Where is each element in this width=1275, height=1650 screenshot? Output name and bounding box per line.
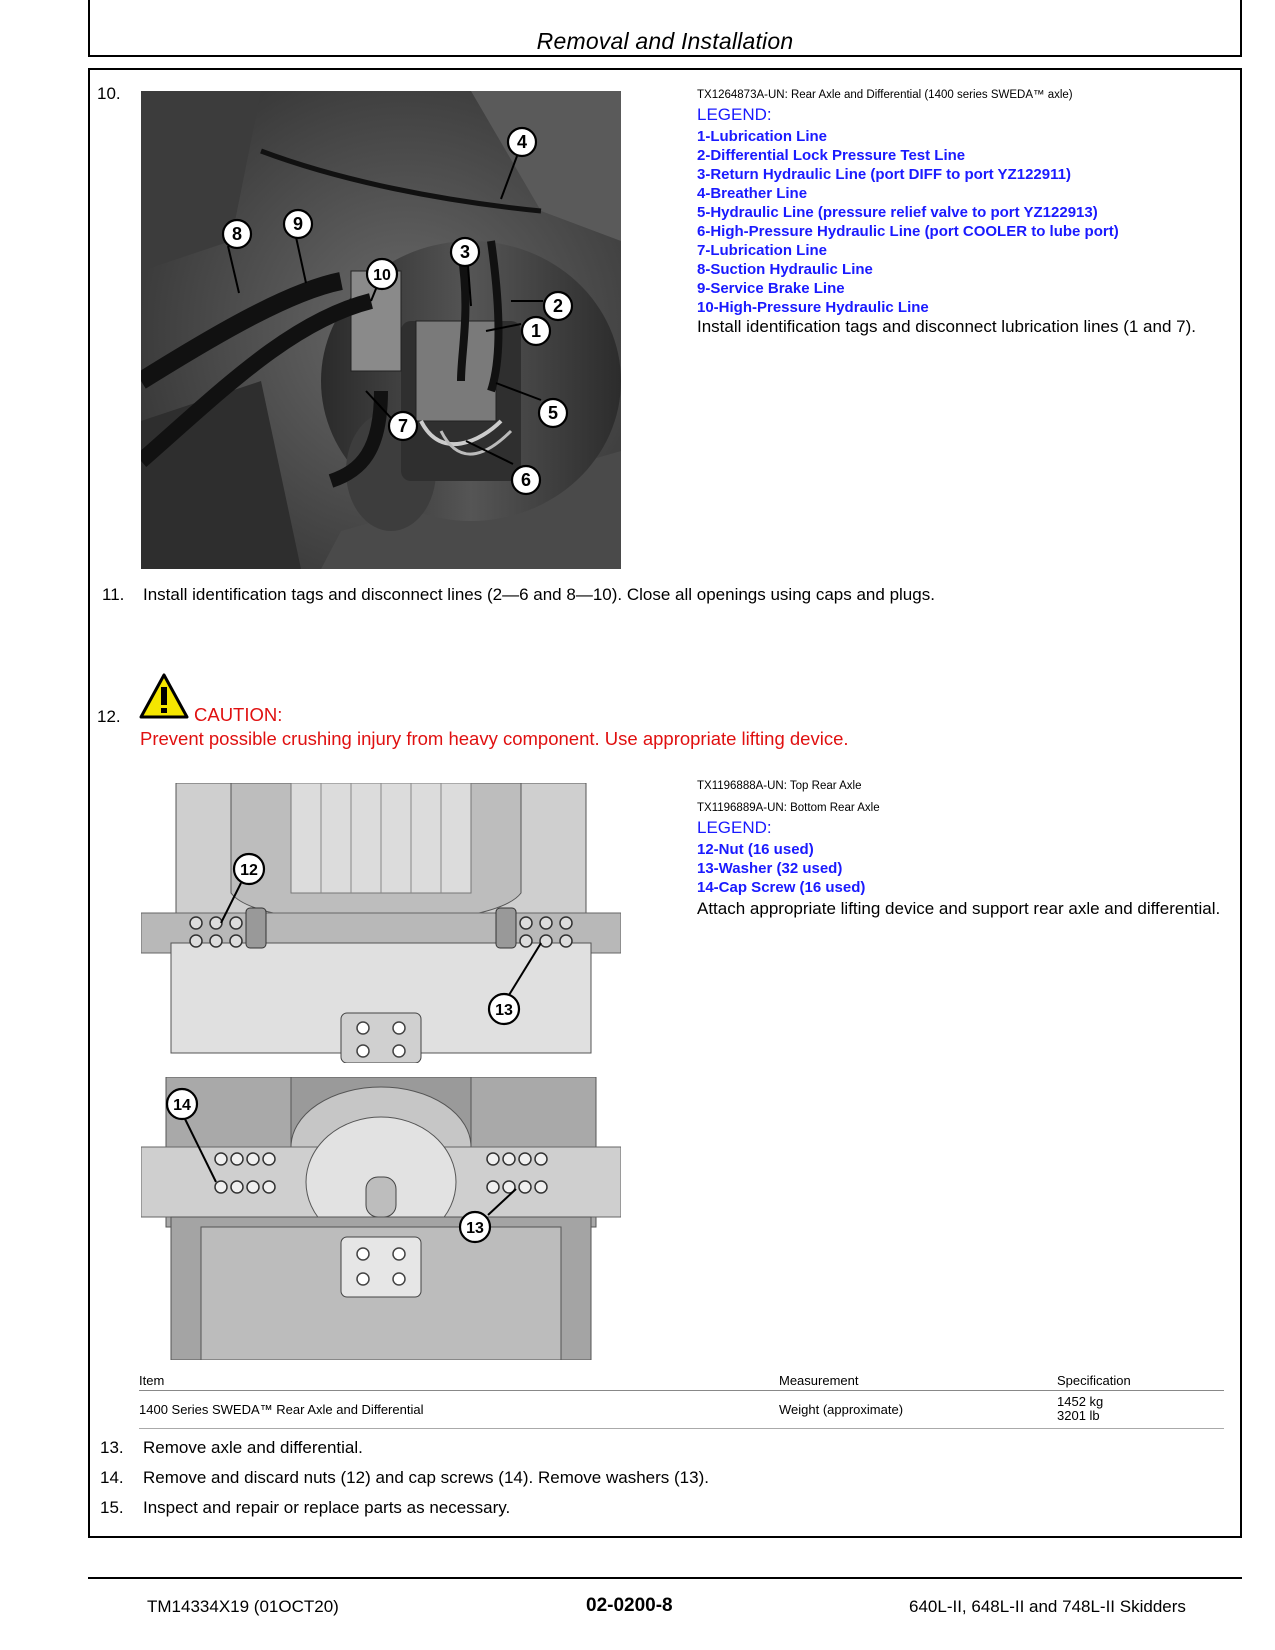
svg-text:3: 3 (459, 242, 471, 262)
svg-text:5: 5 (547, 403, 559, 423)
callout-7 (389, 412, 417, 440)
column-header-measurement: Measurement (779, 1372, 1057, 1391)
svg-text:8: 8 (231, 224, 243, 244)
callout-4 (508, 128, 536, 156)
step-number-12: 12. (97, 707, 121, 726)
legend-list (697, 840, 865, 897)
callout-12 (234, 854, 264, 884)
model-list: 640L-II, 648L-II and 748L-II Skidders (909, 1597, 1186, 1616)
specification-table (139, 1372, 1224, 1429)
legend-item: 8-Suction Hydraulic Line (697, 261, 873, 278)
svg-text:7: 7 (397, 416, 409, 436)
callout-14 (167, 1089, 197, 1119)
step-15-text: Inspect and repair or replace parts as necessary. (143, 1498, 511, 1517)
top-rear-axle-figure (141, 783, 621, 1063)
callout-9 (284, 210, 312, 238)
legend-item: 9-Service Brake Line (697, 280, 845, 297)
svg-text:2: 2 (552, 296, 564, 316)
legend-title: LEGEND: (697, 105, 772, 124)
manual-id: TM14334X19 (01OCT20) (147, 1597, 339, 1616)
callout-8 (223, 220, 251, 248)
step-number-14: 14. (100, 1468, 124, 1487)
svg-text:9: 9 (292, 214, 304, 234)
step-13-text: Remove axle and differential. (143, 1438, 363, 1457)
footer-divider (88, 1577, 1242, 1579)
step-number-11: 11. (102, 585, 125, 604)
legend-item: 6-High-Pressure Hydraulic Line (port COOLER to lube port) (697, 223, 1119, 240)
table-cell-specification (1057, 1391, 1224, 1429)
svg-text:13: 13 (466, 1220, 484, 1237)
callout-1 (522, 317, 550, 345)
spec-value-lb: 3201 lb (1057, 1408, 1100, 1423)
svg-text:6: 6 (520, 470, 532, 490)
legend-item: 14-Cap Screw (16 used) (697, 879, 866, 896)
svg-text:14: 14 (173, 1097, 191, 1114)
page-header (88, 0, 1242, 57)
legend-item: 2-Differential Lock Pressure Test Line (697, 147, 966, 164)
figure-caption: TX1264873A-UN: Rear Axle and Differential (1400 series SWEDA™ axle) (697, 89, 1073, 101)
svg-text:10: 10 (373, 267, 391, 284)
column-header-specification: Specification (1057, 1372, 1224, 1391)
legend-item: 13-Washer (32 used) (697, 860, 843, 877)
table-cell-measurement: Weight (approximate) (779, 1391, 1057, 1429)
svg-text:13: 13 (495, 1002, 513, 1019)
step-number-13: 13. (100, 1438, 124, 1457)
rear-axle-differential-figure (141, 91, 621, 569)
callout-2 (544, 292, 572, 320)
callout-13-bottom (460, 1212, 490, 1242)
step-10-instruction: Install identification tags and disconnect lubrication lines (1 and 7). (697, 317, 1196, 336)
legend-item: 5-Hydraulic Line (pressure relief valve to port YZ122913) (697, 204, 1098, 221)
table-cell-item: 1400 Series SWEDA™ Rear Axle and Differential (139, 1391, 779, 1429)
column-header-item: Item (139, 1372, 779, 1391)
legend-item: 4-Breather Line (697, 185, 808, 202)
step-14-text: Remove and discard nuts (12) and cap screws (14). Remove washers (13). (143, 1468, 709, 1487)
warning-triangle-icon (139, 673, 189, 719)
step-11-text: Install identification tags and disconnect lines (2—6 and 8—10). Close all openings using caps and plugs. (143, 585, 935, 604)
legend-item: 7-Lubrication Line (697, 242, 828, 259)
legend-item: 3-Return Hydraulic Line (port DIFF to port YZ122911) (697, 166, 1071, 183)
figure-caption-top: TX1196888A-UN: Top Rear Axle (697, 780, 862, 792)
callout-6 (512, 466, 540, 494)
callout-10 (367, 259, 397, 289)
svg-text:4: 4 (516, 132, 528, 152)
svg-text:1: 1 (530, 321, 542, 341)
caution-text: Prevent possible crushing injury from heavy component. Use appropriate lifting device. (140, 728, 849, 749)
table-header-row (139, 1372, 1224, 1391)
step-12-instruction: Attach appropriate lifting device and support rear axle and differential. (697, 899, 1221, 918)
spec-value-kg: 1452 kg (1057, 1394, 1104, 1409)
svg-text:12: 12 (240, 862, 258, 879)
caution-label: CAUTION: (194, 704, 283, 725)
legend-title: LEGEND: (697, 818, 772, 837)
figure-caption-bottom: TX1196889A-UN: Bottom Rear Axle (697, 802, 880, 814)
bottom-rear-axle-figure (141, 1077, 621, 1360)
callout-5 (539, 399, 567, 427)
step-number-10: 10. (97, 84, 121, 103)
legend-list (697, 127, 1119, 317)
callout-3 (451, 238, 479, 266)
step-number-15: 15. (100, 1498, 124, 1517)
legend-item: 10-High-Pressure Hydraulic Line (697, 299, 929, 316)
legend-item: 1-Lubrication Line (697, 128, 828, 145)
table-row (139, 1391, 1224, 1429)
page-number: 02-0200-8 (586, 1595, 673, 1616)
legend-item: 12-Nut (16 used) (697, 841, 814, 858)
callout-13-top (489, 994, 519, 1024)
section-title: Removal and Installation (536, 28, 794, 54)
